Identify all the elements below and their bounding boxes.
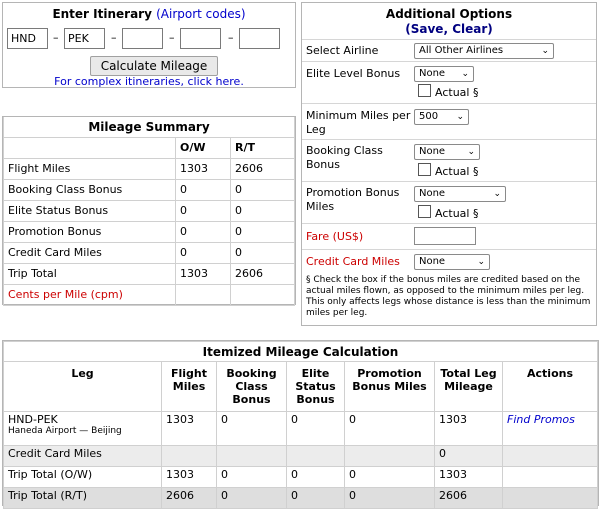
summary-row-ow: 1303 (176, 158, 231, 179)
options-heading: Additional Options (385, 7, 513, 21)
elite-label: Elite Level Bonus (306, 67, 401, 80)
summary-row-label: Flight Miles (4, 158, 176, 179)
chevron-down-icon: ⌄ (456, 112, 464, 122)
chevron-down-icon: ⌄ (541, 46, 549, 56)
elite-option (302, 61, 596, 103)
summary-total-rt: 2606 (231, 263, 295, 284)
summary-row-label: Booking Class Bonus (4, 179, 176, 200)
airport-dash: – (169, 31, 175, 44)
itemized-header-flight: Flight Miles (162, 362, 217, 412)
min-miles-label: Minimum Miles per Leg (306, 109, 411, 136)
summary-cpm-row (4, 284, 295, 305)
promo-label: Promotion Bonus Miles (306, 186, 400, 213)
summary-row (4, 200, 295, 221)
summary-total-ow: 1303 (176, 263, 231, 284)
itemized-header-booking: Booking Class Bonus (217, 362, 287, 412)
mileage-summary-table (3, 117, 295, 306)
credit-row-empty (287, 446, 345, 467)
elite-select-value: None (419, 68, 446, 79)
options-paren: ) (487, 22, 493, 36)
cpm-ow (176, 284, 231, 305)
airport-input-4[interactable] (180, 28, 221, 49)
summary-header-ow: O/W (176, 137, 231, 158)
credit-card-row (4, 446, 598, 467)
booking-option (302, 139, 596, 181)
leg-name: HND-PEK (8, 413, 58, 426)
min-miles-select-value: 500 (419, 111, 439, 122)
itemized-title: Itemized Mileage Calculation (4, 342, 598, 362)
booking-select-value: None (419, 146, 446, 157)
summary-row (4, 158, 295, 179)
credit-option (302, 249, 596, 273)
credit-row-empty (345, 446, 435, 467)
save-link[interactable]: Save (410, 22, 444, 36)
rt-row-empty (503, 488, 598, 509)
leg-row (4, 412, 598, 446)
itemized-header-actions: Actions (503, 362, 598, 412)
summary-total-row (4, 263, 295, 284)
booking-select[interactable] (414, 144, 480, 160)
booking-actual-checkbox[interactable] (418, 163, 431, 176)
ow-row-total: 1303 (435, 467, 503, 488)
fare-input[interactable] (414, 227, 476, 245)
mileage-summary-panel (2, 116, 296, 305)
airline-option (302, 39, 596, 61)
summary-row-rt: 0 (231, 200, 295, 221)
airport-codes-link[interactable]: (Airport codes) (156, 7, 246, 21)
leg-airports: Haneda Airport — Beijing (8, 426, 122, 436)
summary-row-label: Elite Status Bonus (4, 200, 176, 221)
ow-row-elite: 0 (287, 467, 345, 488)
rt-row-label: Trip Total (R/T) (4, 488, 162, 509)
find-promos-link[interactable]: Find Promos (507, 413, 575, 426)
chevron-down-icon: ⌄ (477, 257, 485, 267)
summary-row-rt: 0 (231, 221, 295, 242)
ow-row-label: Trip Total (O/W) (4, 467, 162, 488)
summary-total-label: Trip Total (4, 263, 176, 284)
summary-row (4, 179, 295, 200)
airport-input-1[interactable] (7, 28, 48, 49)
rt-row-total: 2606 (435, 488, 503, 509)
summary-row-ow: 0 (176, 221, 231, 242)
airline-label: Select Airline (306, 44, 379, 57)
credit-select-value: None (419, 256, 446, 267)
summary-row-label: Promotion Bonus (4, 221, 176, 242)
ow-row-promo: 0 (345, 467, 435, 488)
ow-row-flight: 1303 (162, 467, 217, 488)
trip-total-rt-row (4, 488, 598, 509)
leg-elite: 0 (287, 412, 345, 446)
elite-actual-label: Actual § (435, 86, 479, 99)
itinerary-title (3, 3, 295, 21)
promo-actual-checkbox[interactable] (418, 205, 431, 218)
elite-actual-checkbox[interactable] (418, 84, 431, 97)
airport-dash: – (53, 31, 59, 44)
summary-row (4, 242, 295, 263)
summary-header-blank (4, 137, 176, 158)
min-miles-option (302, 103, 596, 139)
leg-actions (503, 412, 598, 446)
credit-row-empty (217, 446, 287, 467)
itinerary-heading: Enter Itinerary (52, 7, 152, 21)
cpm-label: Cents per Mile (cpm) (4, 284, 176, 305)
additional-options-panel (301, 2, 597, 326)
leg-total: 1303 (435, 412, 503, 446)
summary-row-rt: 2606 (231, 158, 295, 179)
leg-promo: 0 (345, 412, 435, 446)
itinerary-panel (2, 2, 296, 88)
airline-select[interactable] (414, 43, 554, 59)
itemized-panel (2, 340, 599, 506)
credit-select[interactable] (414, 254, 490, 270)
elite-select[interactable] (414, 66, 474, 82)
ow-row-empty (503, 467, 598, 488)
options-paren: ( (405, 22, 411, 36)
leg-flight: 1303 (162, 412, 217, 446)
summary-row-rt: 0 (231, 242, 295, 263)
credit-row-empty (503, 446, 598, 467)
leg-booking: 0 (217, 412, 287, 446)
options-comma: , (443, 22, 453, 36)
rt-row-booking: 0 (217, 488, 287, 509)
airport-input-2[interactable] (64, 28, 105, 49)
summary-header-rt: R/T (231, 137, 295, 158)
itemized-header-promo: Promotion Bonus Miles (345, 362, 435, 412)
rt-row-flight: 2606 (162, 488, 217, 509)
chevron-down-icon: ⌄ (493, 189, 501, 199)
summary-row-label: Credit Card Miles (4, 242, 176, 263)
booking-actual-label: Actual § (435, 165, 479, 178)
rt-row-elite: 0 (287, 488, 345, 509)
airport-dash: – (228, 31, 234, 44)
booking-label: Booking Class Bonus (306, 144, 383, 171)
summary-row-ow: 0 (176, 200, 231, 221)
ow-row-booking: 0 (217, 467, 287, 488)
airline-select-value: All Other Airlines (419, 45, 504, 56)
credit-row-label: Credit Card Miles (4, 446, 162, 467)
credit-row-empty (162, 446, 217, 467)
options-title (302, 3, 596, 37)
promo-actual-label: Actual § (435, 207, 479, 220)
airport-dash: – (111, 31, 117, 44)
summary-row-ow: 0 (176, 179, 231, 200)
itemized-header-elite: Elite Status Bonus (287, 362, 345, 412)
mileage-summary-title: Mileage Summary (4, 117, 295, 137)
itemized-header-total: Total Leg Mileage (435, 362, 503, 412)
fare-label: Fare (US$) (306, 230, 364, 243)
airport-input-5[interactable] (239, 28, 280, 49)
itemized-header-leg: Leg (4, 362, 162, 412)
promo-option (302, 181, 596, 223)
actual-miles-note: § Check the box if the bonus miles are credited based on the actual miles flown, as opposed to the minimum miles per leg. This only affects legs whose distance is less than the minimum miles per leg. (306, 275, 591, 318)
calculate-mileage-button[interactable]: Calculate Mileage (90, 56, 218, 76)
credit-label: Credit Card Miles (306, 255, 400, 268)
chevron-down-icon: ⌄ (461, 69, 469, 79)
summary-row (4, 221, 295, 242)
summary-row-ow: 0 (176, 242, 231, 263)
credit-row-total: 0 (435, 446, 503, 467)
trip-total-ow-row (4, 467, 598, 488)
cpm-rt (231, 284, 295, 305)
chevron-down-icon: ⌄ (467, 147, 475, 157)
summary-row-rt: 0 (231, 179, 295, 200)
rt-row-promo: 0 (345, 488, 435, 509)
promo-select-value: None (419, 188, 446, 199)
fare-option (302, 223, 596, 249)
airport-input-3[interactable] (122, 28, 163, 49)
itemized-table (3, 341, 598, 509)
min-miles-select[interactable] (414, 109, 469, 125)
clear-link[interactable]: Clear (452, 22, 488, 36)
promo-select[interactable] (414, 186, 506, 202)
complex-itineraries-link[interactable]: For complex itineraries, click here. (54, 75, 244, 88)
leg-cell (4, 412, 162, 446)
